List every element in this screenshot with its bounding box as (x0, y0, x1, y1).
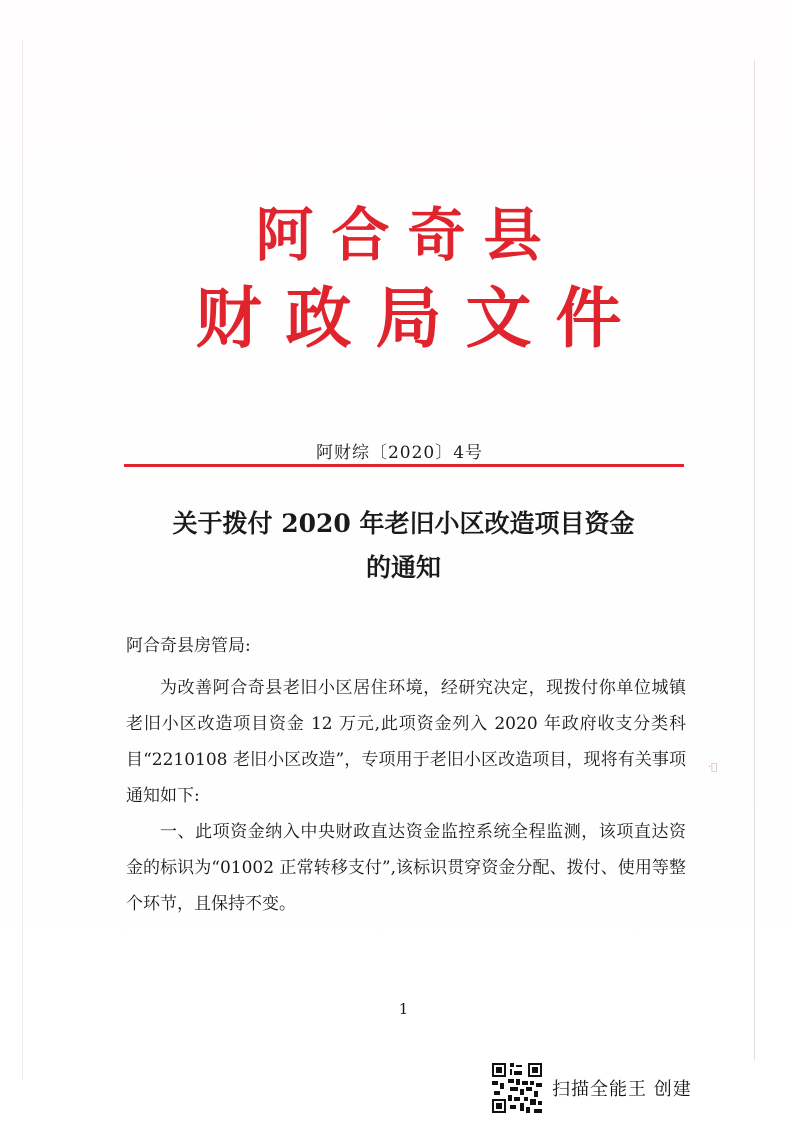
scan-artifact-mark: ·ﾞ (708, 762, 718, 773)
qr-code-icon (492, 1063, 542, 1113)
issuer-name: 阿合奇县 (255, 201, 560, 269)
red-divider-line (124, 464, 684, 467)
document-number: 阿财综〔2020〕4号 (315, 443, 484, 463)
notice-title-line1: 关于拨付 2020 年老旧小区改造项目资金 (172, 509, 635, 538)
scanner-app-label: 扫描全能王 创建 (552, 1079, 692, 1100)
page-number: 1 (398, 1000, 409, 1018)
scanner-watermark (492, 1062, 692, 1114)
notice-title-line2: 的通知 (365, 553, 441, 582)
document-type-heading: 财政局文件 (195, 280, 646, 357)
paragraph: 一、此项资金纳入中央财政直达资金监控系统全程监测，该项直达资金的标识为“01002 正常转移支付”,该标识贯穿资金分配、拨付、使用等整个环节，且保持不变。 (126, 822, 686, 914)
salutation: 阿合奇县房管局: (126, 636, 251, 656)
paragraph: 为改善阿合奇县老旧小区居住环境，经研究决定，现拨付你单位城镇老旧小区改造项目资金 12 万元,此项资金列入 2020 年政府收支分类科目“2210108 老旧小区改造”，专项用于老旧小区改造项目，现将有关事项通知如下: (126, 678, 686, 806)
notice-body (126, 628, 686, 922)
notice-title (0, 502, 793, 590)
